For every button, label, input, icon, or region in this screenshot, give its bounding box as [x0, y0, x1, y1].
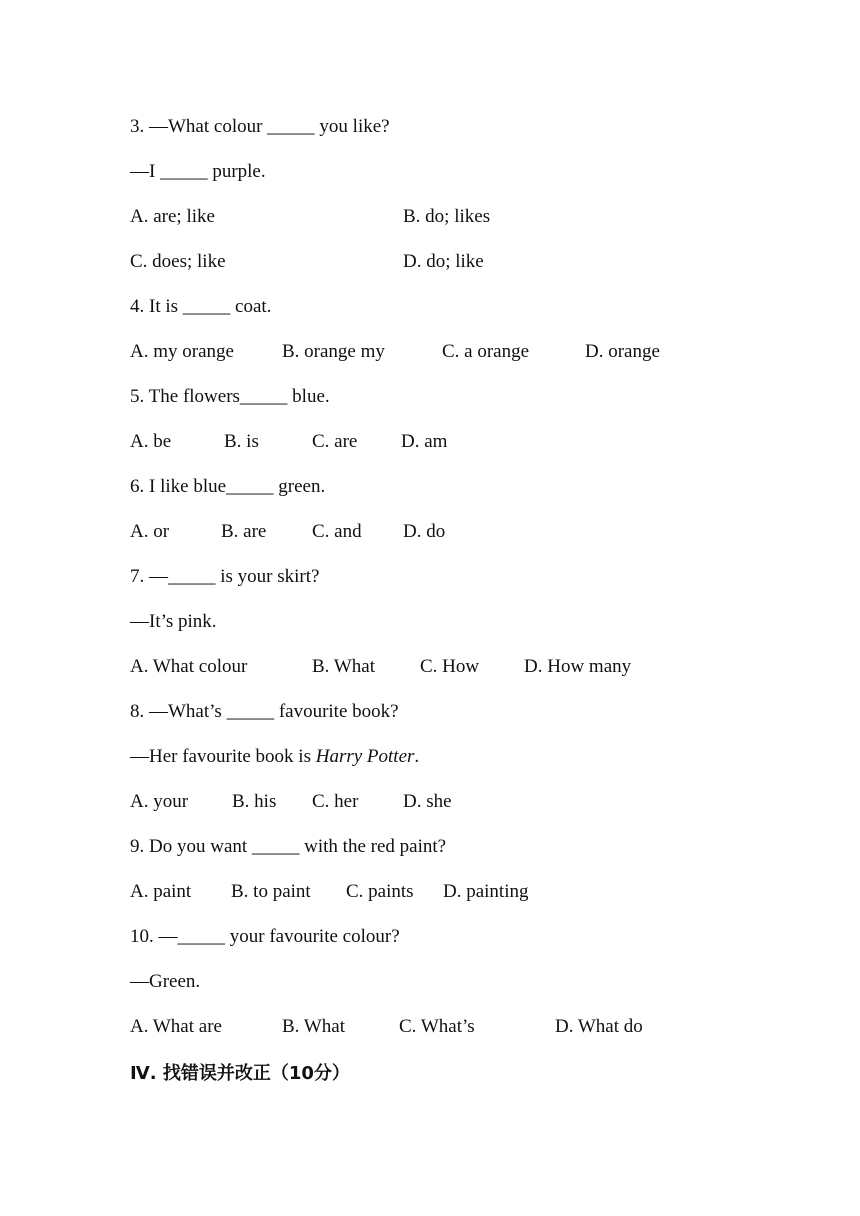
- q4-option-b: B. orange my: [282, 341, 385, 362]
- q6-option-b: B. are: [221, 521, 267, 542]
- q3-option-c: C. does; like: [130, 251, 226, 272]
- q9-option-b: B. to paint: [231, 881, 311, 902]
- q8-reply-prefix: —Her favourite book is: [130, 746, 316, 767]
- q5-option-c: C. are: [312, 431, 358, 452]
- q3-stem: 3. —What colour _____ you like?: [130, 116, 390, 137]
- q10-option-a: A. What are: [130, 1016, 222, 1037]
- q3-option-a: A. are; like: [130, 206, 215, 227]
- q5-option-d: D. am: [401, 431, 448, 452]
- q10-option-d: D. What do: [555, 1016, 643, 1037]
- q5-stem: 5. The flowers_____ blue.: [130, 386, 330, 407]
- q7-option-b: B. What: [312, 656, 375, 677]
- q9-option-c: C. paints: [346, 881, 414, 902]
- q7-option-a: A. What colour: [130, 656, 248, 677]
- section-heading: Ⅳ. 找错误并改正（10分）: [130, 1063, 350, 1084]
- q10-option-c: C. What’s: [399, 1016, 475, 1037]
- q8-reply-book-title: Harry Potter: [315, 746, 415, 767]
- q8-option-b: B. his: [232, 791, 277, 812]
- q8-option-a: A. your: [130, 791, 189, 812]
- q8-reply: [130, 745, 419, 769]
- q6-option-a: A. or: [130, 521, 170, 542]
- q3-option-b: B. do; likes: [403, 206, 491, 227]
- q4-option-c: C. a orange: [442, 341, 530, 362]
- q9-option-d: D. painting: [443, 881, 529, 902]
- q10-option-b: B. What: [282, 1016, 345, 1037]
- q3-option-d: D. do; like: [403, 251, 484, 272]
- q4-option-a: A. my orange: [130, 341, 234, 362]
- q8-stem: 8. —What’s _____ favourite book?: [130, 701, 399, 722]
- q10-reply: —Green.: [130, 971, 201, 992]
- q5-option-a: A. be: [130, 431, 172, 452]
- q10-stem: 10. —_____ your favourite colour?: [130, 926, 400, 947]
- q6-option-c: C. and: [312, 521, 362, 542]
- q7-option-c: C. How: [420, 656, 480, 677]
- q7-option-d: D. How many: [524, 656, 632, 677]
- q8-option-d: D. she: [403, 791, 452, 812]
- q4-stem: 4. It is _____ coat.: [130, 296, 272, 317]
- q6-stem: 6. I like blue_____ green.: [130, 476, 326, 497]
- q7-stem: 7. —_____ is your skirt?: [130, 566, 320, 587]
- q5-option-b: B. is: [224, 431, 259, 452]
- q7-reply: —It’s pink.: [130, 611, 217, 632]
- q8-reply-suffix: .: [414, 746, 420, 767]
- q3-reply: —I _____ purple.: [130, 161, 266, 182]
- q6-option-d: D. do: [403, 521, 446, 542]
- q8-option-c: C. her: [312, 791, 359, 812]
- q4-option-d: D. orange: [585, 341, 660, 362]
- q9-option-a: A. paint: [130, 881, 192, 902]
- q9-stem: 9. Do you want _____ with the red paint?: [130, 836, 447, 857]
